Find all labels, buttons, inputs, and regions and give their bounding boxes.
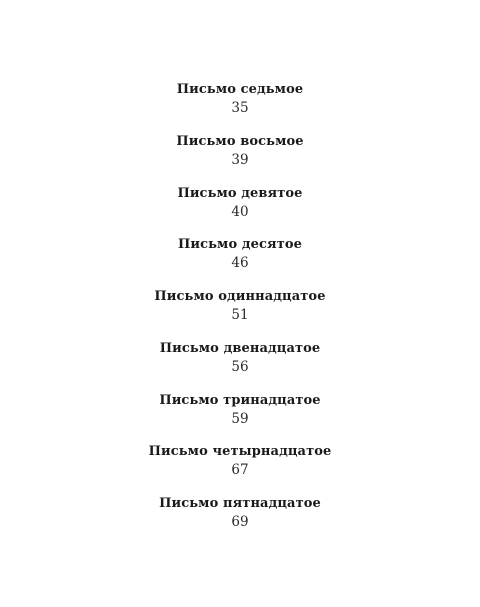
entry-title: Письмо пятнадцатое — [159, 496, 321, 511]
entry-page-number: 51 — [231, 307, 249, 323]
entry-title: Письмо восьмое — [176, 133, 304, 149]
entry-page-number: 69 — [231, 514, 249, 530]
entry-title: Письмо одиннадцатое — [154, 289, 326, 304]
entry-title: Письмо седьмое — [176, 82, 304, 97]
entry-title: Письмо тринадцатое — [159, 392, 321, 408]
toc-entry[interactable] — [0, 442, 480, 494]
entry-page-number: 56 — [231, 358, 249, 375]
entry-title: Письмо девятое — [177, 185, 303, 201]
toc-entry[interactable] — [0, 235, 480, 287]
table-of-contents — [0, 80, 480, 546]
entry-page-number: 35 — [231, 100, 249, 116]
toc-entry[interactable] — [0, 494, 480, 546]
entry-page-number: 67 — [231, 462, 249, 479]
toc-entry[interactable] — [0, 80, 480, 132]
entry-page-number: 59 — [231, 410, 249, 427]
entry-title: Письмо десятое — [178, 237, 302, 253]
toc-entry[interactable] — [0, 391, 480, 443]
entry-title: Письмо четырнадцатое — [148, 444, 332, 460]
toc-entry[interactable] — [0, 339, 480, 391]
entry-title: Письмо двенадцатое — [159, 340, 321, 356]
entry-page-number: 39 — [231, 151, 249, 168]
entry-page-number: 46 — [231, 255, 249, 272]
toc-entry[interactable] — [0, 132, 480, 184]
toc-entry[interactable] — [0, 287, 480, 339]
entry-page-number: 40 — [231, 203, 249, 220]
toc-entry[interactable] — [0, 184, 480, 236]
